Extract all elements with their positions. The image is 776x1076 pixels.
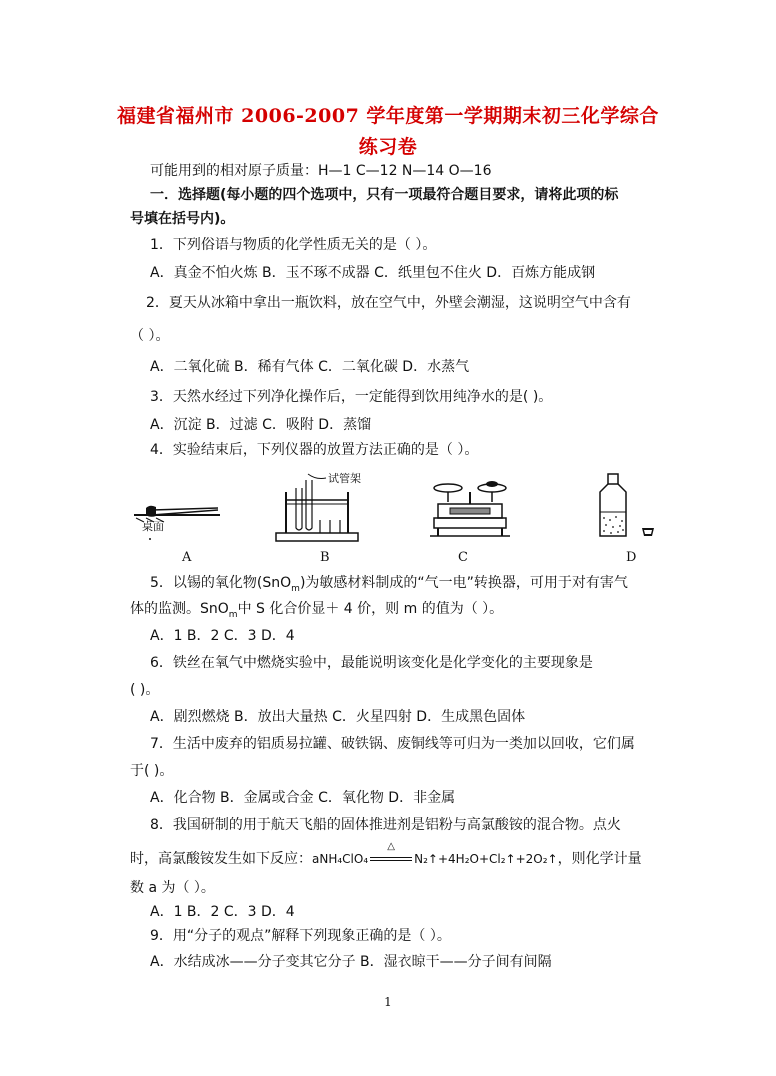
question-7-line-2: 于( )。 [130, 763, 174, 779]
question-9: 9．用“分子的观点”解释下列现象正确的是（ ）。 [150, 928, 451, 944]
question-9-options: A．水结成冰——分子变其它分子 B．湿衣晾干——分子间有间隔 [150, 954, 552, 970]
question-4: 4．实验结束后，下列仪器的放置方法正确的是（ ）。 [150, 442, 479, 458]
figure-d-label: D [626, 550, 637, 565]
figure-c-label: C [458, 550, 468, 565]
question-5-line-2: 体的监测。SnO$_m$中 S 化合价显＋ 4 价，则 m 的值为（ ）。 [130, 601, 504, 620]
question-2-line-2: （ ）。 [130, 328, 170, 344]
question-6-line-2: ( )。 [130, 682, 160, 698]
question-6-options: A．剧烈燃烧 B．放出大量热 C．火星四射 D．生成黑色固体 [150, 709, 526, 725]
question-8-line-1: 8．我国研制的用于航天飞船的固体推进剂是铝粉与高氯酸铵的混合物。点火 [150, 817, 621, 833]
figure-b-label: B [320, 550, 330, 565]
figure-a-table-text: 桌面 [142, 520, 164, 533]
question-1-options: A．真金不怕火炼 B．玉不琢不成器 C．纸里包不住火 D．百炼方能成钢 [150, 265, 596, 281]
question-2-options: A．二氧化硫 B．稀有气体 C．二氧化碳 D．水蒸气 [150, 359, 470, 375]
section-heading-line-2: 号填在括号内)。 [130, 211, 235, 227]
question-5-line-1: 5．以锡的氧化物(SnO$_m$)为敏感材料制成的“气一电”转换器，可用于对有害气 [150, 575, 628, 594]
section-heading-line-1: 一．选择题(每小题的四个选项中，只有一项最符合题目要求，请将此项的标 [150, 187, 619, 203]
question-6-line-1: 6．铁丝在氧气中燃烧实验中，最能说明该变化是化学变化的主要现象是 [150, 655, 593, 671]
page-number: 1 [384, 995, 392, 1009]
question-5-options: A．1 B．2 C．3 D．4 [150, 628, 295, 644]
heat-symbol: △ [387, 841, 395, 852]
reaction-reactant: aNH₄ClO₄ [312, 852, 369, 866]
question-2-line-1: 2．夏天从冰箱中拿出一瓶饮料，放在空气中，外壁会潮湿，这说明空气中含有 [146, 295, 631, 311]
atomic-masses: 可能用到的相对原子质量：H—1 C—12 N—14 O—16 [150, 163, 492, 179]
question-7-line-1: 7．生活中废弃的铝质易拉罐、破铁锅、废铜线等可归为一类加以回收，它们属 [150, 736, 635, 752]
question-1: 1．下列俗语与物质的化学性质无关的是（ ）。 [150, 237, 437, 253]
question-8-options: A．1 B．2 C．3 D．4 [150, 904, 295, 920]
question-8-line-3: 数 a 为（ ）。 [130, 880, 215, 896]
question-3: 3．天然水经过下列净化操作后，一定能得到饮用纯净水的是( )。 [150, 389, 553, 405]
figure-a-label: A [182, 550, 192, 565]
title-line-2: 练习卷 [358, 136, 418, 158]
figure-b-rack-text: 试管架 [328, 472, 361, 485]
question-7-options: A．化合物 B．金属或合金 C．氧化物 D．非金属 [150, 790, 456, 806]
reaction-products: N₂↑+4H₂O+Cl₂↑+2O₂↑ [414, 852, 558, 866]
question-8-line-2: 时，高氯酸铵发生如下反应：aNH₄ClO₄ △ N₂↑+4H₂O+Cl₂↑+2O₂↑，则化学计量 [130, 849, 642, 869]
title-line-1: 福建省福州市 2006-2007 学年度第一学期期末初三化学综合 [117, 105, 659, 127]
question-3-options: A．沉淀 B．过滤 C．吸附 D．蒸馏 [150, 417, 372, 433]
figure-c-balance [428, 474, 512, 542]
figure-d-reagent-bottle [594, 470, 660, 540]
